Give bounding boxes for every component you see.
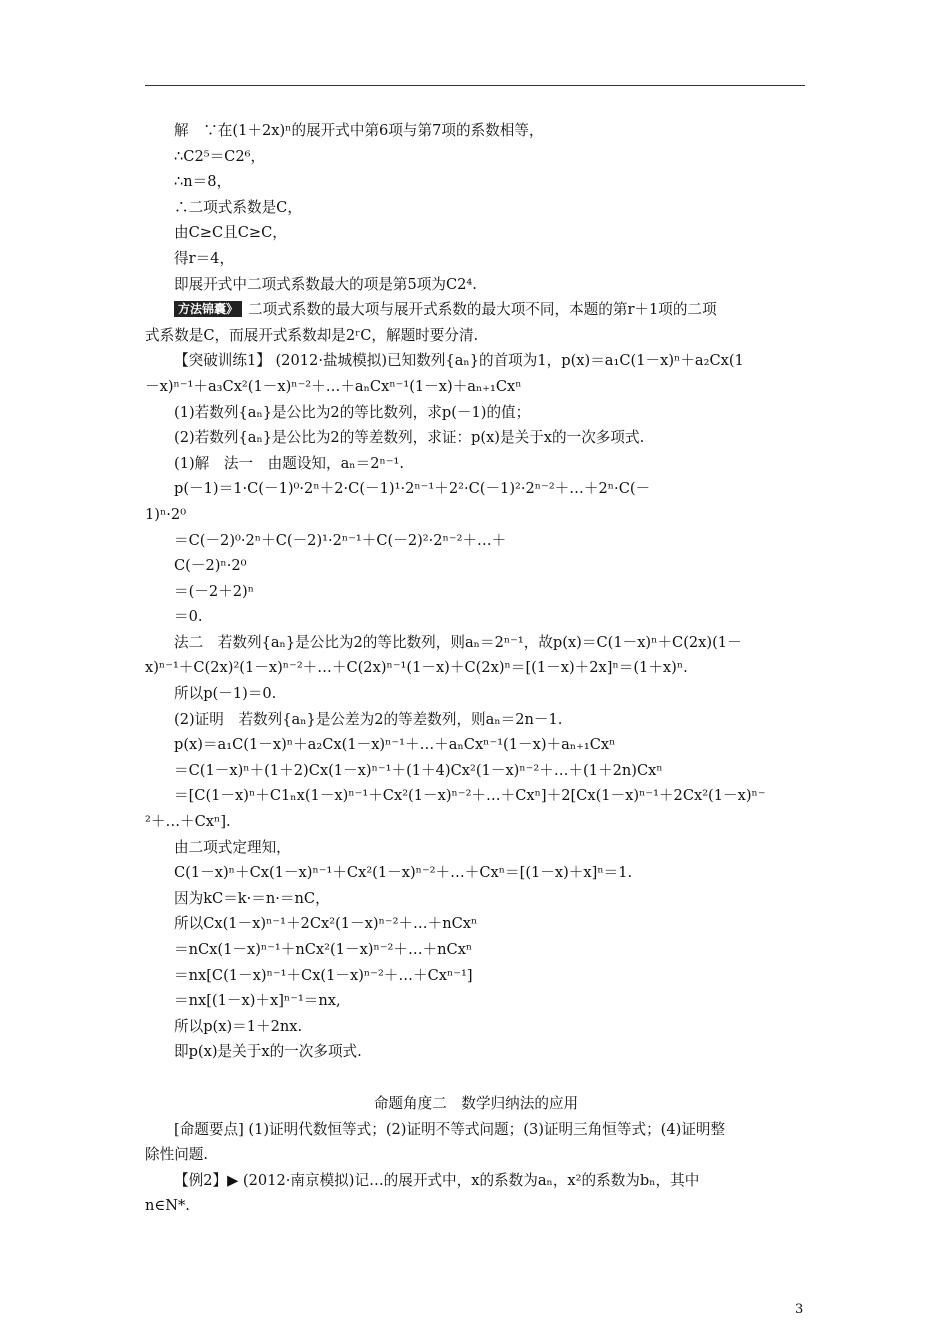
text-line: ∴n＝8， xyxy=(174,173,232,191)
text-line: (1)解 法一 由题设知，aₙ＝2ⁿ⁻¹. xyxy=(174,454,405,472)
text-line: C(－2)ⁿ·2⁰ xyxy=(174,557,247,575)
text-line: p(x)＝a₁C(1－x)ⁿ＋a₂Cx(1－x)ⁿ⁻¹＋…＋aₙCxⁿ⁻¹(1－x)＋aₙ₊₁Cxⁿ xyxy=(174,736,616,754)
text-line: ＝C(－2)⁰·2ⁿ＋C(－2)¹·2ⁿ⁻¹＋C(－2)²·2ⁿ⁻²＋…＋ xyxy=(174,531,507,549)
text-line: 所以p(x)＝1＋2nx. xyxy=(174,1017,303,1035)
text-line: 即p(x)是关于x的一次多项式. xyxy=(174,1043,362,1061)
text-line: 【例2】▶ (2012·南京模拟)记…的展开式中，x的系数为aₙ，x²的系数为bₙ，其中 xyxy=(174,1171,700,1189)
text-line: 所以p(－1)＝0. xyxy=(174,685,277,703)
text-line: ＝nCx(1－x)ⁿ⁻¹＋nCx²(1－x)ⁿ⁻²＋…＋nCxⁿ xyxy=(174,941,473,958)
text-line: 【突破训练1】 (2012·盐城模拟)已知数列{aₙ}的首项为1，p(x)＝a₁C(1－x)ⁿ＋a₂Cx(1 xyxy=(174,352,744,370)
text-line: 即展开式中二项式系数最大的项是第5项为C2⁴. xyxy=(174,275,477,293)
text-line: (2)若数列{aₙ}是公比为2的等差数列，求证：p(x)是关于x的一次多项式. xyxy=(174,429,645,447)
text-line: 由C≥C且C≥C， xyxy=(174,224,287,242)
header-rule xyxy=(145,85,805,86)
text-line: p(－1)＝1·C(－1)⁰·2ⁿ＋2·C(－1)¹·2ⁿ⁻¹＋2²·C(－1)²·2ⁿ⁻²＋…＋2ⁿ·C(－ xyxy=(174,480,651,498)
document-body xyxy=(145,118,807,1219)
text-line: ＝C(1－x)ⁿ＋(1＋2)Cx(1－x)ⁿ⁻¹＋(1＋4)Cx²(1－x)ⁿ⁻²＋…＋(1＋2n)Cxⁿ xyxy=(174,761,663,779)
text-line: (1)若数列{aₙ}是公比为2的等比数列，求p(－1)的值； xyxy=(174,403,531,421)
text-line: ＝nx[(1－x)＋x]ⁿ⁻¹＝nx, xyxy=(174,992,341,1010)
text-line: ²＋…＋Cxⁿ]. xyxy=(145,813,231,831)
text-line: 得r＝4， xyxy=(174,249,235,267)
text-line: ∴C2⁵＝C2⁶， xyxy=(174,147,266,165)
method-line-2: 式系数是C，而展开式系数却是2ʳC，解题时要分清. xyxy=(145,326,479,344)
text-line: 因为kC＝k·＝n·＝nC， xyxy=(174,889,330,907)
text-line: ＝[C(1－x)ⁿ＋C1ₙx(1－x)ⁿ⁻¹＋Cx²(1－x)ⁿ⁻²＋…＋Cxⁿ]＋2[Cx(1－x)ⁿ⁻¹＋2Cx²(1－x)ⁿ⁻ xyxy=(174,787,766,805)
text-line: 1)ⁿ·2⁰ xyxy=(145,505,187,523)
text-line: 由二项式定理知， xyxy=(174,838,291,856)
text-line: (2)证明 若数列{aₙ}是公差为2的等差数列，则aₙ＝2n－1. xyxy=(174,710,563,728)
text-line: ＝0. xyxy=(174,608,203,626)
text-line: 除性问题. xyxy=(145,1146,209,1164)
page-number: 3 xyxy=(795,1302,804,1317)
text-line: 所以Cx(1－x)ⁿ⁻¹＋2Cx²(1－x)ⁿ⁻²＋…＋nCxⁿ xyxy=(174,915,478,933)
method-line-1: 方法锦囊》 二项式系数的最大项与展开式系数的最大项不同，本题的第r＋1项的二项 xyxy=(145,297,807,323)
text-line: n∈N*. xyxy=(145,1197,190,1215)
text-line: 解 ∵在(1＋2x)ⁿ的展开式中第6项与第7项的系数相等， xyxy=(174,122,544,139)
text-line: －x)ⁿ⁻¹＋a₃Cx²(1－x)ⁿ⁻²＋…＋aₙCxⁿ⁻¹(1－x)＋aₙ₊₁Cxⁿ xyxy=(145,377,522,395)
text-line: ∴二项式系数是C， xyxy=(174,198,302,216)
text-line: ＝nx[C(1－x)ⁿ⁻¹＋Cx(1－x)ⁿ⁻²＋…＋Cxⁿ⁻¹] xyxy=(174,966,473,984)
text-line: [命题要点] (1)证明代数恒等式；(2)证明不等式问题；(3)证明三角恒等式；(4)证明整 xyxy=(174,1120,726,1138)
text-line: 法二 若数列{aₙ}是公比为2的等比数列，则aₙ＝2ⁿ⁻¹，故p(x)＝C(1－x)ⁿ＋C(2x)(1－ xyxy=(174,633,742,651)
training-block xyxy=(145,348,807,1065)
solution-block xyxy=(145,118,807,297)
section-heading: 命题角度二 数学归纳法的应用 xyxy=(373,1094,579,1112)
text-line: C(1－x)ⁿ＋Cx(1－x)ⁿ⁻¹＋Cx²(1－x)ⁿ⁻²＋…＋Cxⁿ＝[(1－x)＋x]ⁿ＝1. xyxy=(174,864,633,882)
text-line: x)ⁿ⁻¹＋C(2x)²(1－x)ⁿ⁻²＋…＋C(2x)ⁿ⁻¹(1－x)＋C(2x)ⁿ＝[(1－x)＋2x]ⁿ＝(1＋x)ⁿ. xyxy=(145,659,688,677)
example-block xyxy=(145,1117,807,1219)
text-line: ＝(－2＋2)ⁿ xyxy=(174,582,255,600)
method-badge: 方法锦囊》 xyxy=(174,301,242,317)
